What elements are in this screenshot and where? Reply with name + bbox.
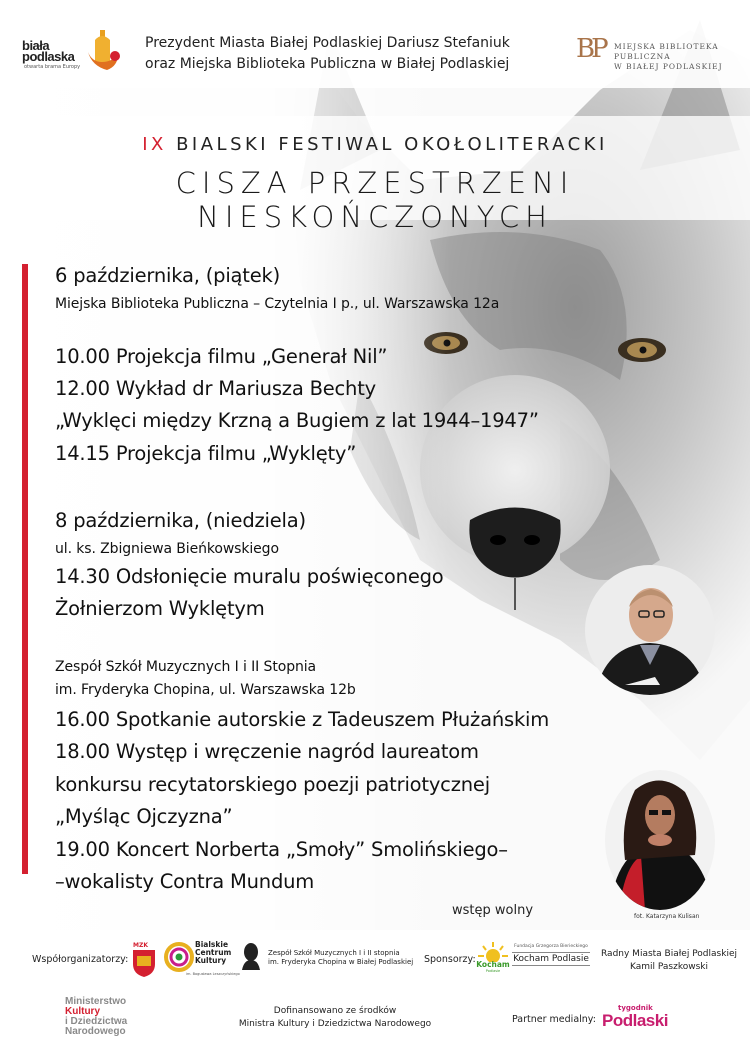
day1-date: 6 października, (piątek) — [55, 264, 281, 287]
day2-date: 8 października, (niedziela) — [55, 509, 306, 532]
fundacja-line-2: Kocham Podlasie — [513, 954, 589, 964]
bck-spiral-icon — [164, 940, 194, 974]
header-bar — [0, 0, 750, 88]
ministry-logo — [65, 997, 155, 1047]
festival-name: BIALSKI FESTIWAL OKOŁOLITERACKI — [176, 134, 608, 155]
councillor-line-1: Radny Miasta Białej Podlaskiej — [601, 949, 737, 959]
festival-edition: IX — [142, 134, 167, 155]
funding-line-1: Dofinansowano ze środków — [273, 1006, 397, 1016]
ministry-line-4: Narodowego — [65, 1026, 126, 1037]
bck-subtitle: im. Bogusława Leszczyńskiego — [186, 972, 240, 976]
library-logo-text — [614, 42, 746, 72]
library-monogram: BP — [576, 34, 605, 64]
councillor-credit — [594, 948, 744, 974]
day1-item-4: 14.15 Projekcja filmu „Wyklęty” — [55, 442, 357, 465]
day2-item2-6: –wokalisty Contra Mundum — [55, 870, 315, 893]
day1-item-3: „Wyklęci między Krzną a Bugiem z lat 1944–1947” — [55, 409, 539, 432]
day2-item2-1: 16.00 Spotkanie autorskie z Tadeuszem Płużańskim — [55, 708, 550, 731]
musician-portrait — [605, 770, 715, 910]
day2-item-2: Żołnierzom Wyklętym — [55, 597, 265, 620]
mzk-logo-text: MZK — [133, 942, 148, 949]
festival-title: CISZA PRZESTRZENI NIESKOŃCZONYCH — [175, 166, 575, 234]
day2-place2-line-1: Zespół Szkół Muzycznych I i II Stopnia — [55, 659, 317, 675]
bck-logo-text — [195, 941, 231, 965]
bck-line-1: Bialskie — [195, 940, 229, 949]
organizers-text — [145, 33, 510, 75]
day2-item2-5: 19.00 Koncert Norberta „Smoły” Smolińskiego– — [55, 838, 508, 861]
author-portrait — [585, 565, 715, 695]
fundacja-logo — [512, 944, 590, 966]
zsm-logo — [240, 942, 415, 974]
day1-place: Miejska Biblioteka Publiczna – Czytelnia I p., ul. Warszawska 12a — [55, 296, 500, 312]
funding-note — [220, 1005, 450, 1031]
city-logo-text: biała podlaska — [22, 38, 75, 64]
library-logo-line-1: MIEJSKA BIBLIOTEKA PUBLICZNA — [614, 42, 719, 61]
day1-item-2: 12.00 Wykład dr Mariusza Bechty — [55, 377, 377, 400]
funding-line-2: Ministra Kultury i Dziedzictwa Narodowego — [238, 1019, 432, 1029]
red-white-stripe — [14, 264, 28, 874]
kocham-podlasie-logo — [476, 942, 510, 976]
organizer-line-1: Prezydent Miasta Białej Podlaskiej Dariusz Stefaniuk — [145, 35, 510, 51]
tygodnik-big-text: Podlaski — [602, 1011, 668, 1030]
zsm-line-1: Zespół Szkół Muzycznych I i II stopnia — [268, 949, 400, 957]
ministry-line-2: Kultury — [65, 1006, 100, 1017]
sun-icon — [476, 942, 510, 962]
day2-item2-3: konkursu recytatorskiego poezji patriotycznej — [55, 773, 490, 796]
library-logo — [576, 34, 746, 70]
bck-line-3: Kultury — [195, 956, 227, 965]
ministry-line-1: Ministerstwo — [65, 996, 127, 1007]
mzk-logo — [131, 942, 157, 978]
ministry-line-3: i Dziedzictwa — [65, 1016, 128, 1027]
kocham-logo-sub: Podlasie — [485, 969, 501, 973]
bck-logo — [164, 938, 240, 982]
fundacja-line-1: Fundacja Grzegorza Bierieckiego — [514, 944, 588, 949]
organizer-line-2: oraz Miejska Biblioteka Publiczna w Białej Podlaskiej — [145, 56, 510, 72]
bck-line-2: Centrum — [195, 948, 232, 957]
councillor-line-2: Kamil Paszkowski — [630, 962, 708, 972]
city-logo-subtitle: otwarta brama Europy — [24, 64, 81, 70]
day2-item2-4: „Myśląc Ojczyzna” — [55, 805, 233, 828]
day2-place2-line-2: im. Fryderyka Chopina, ul. Warszawska 12b — [55, 682, 356, 698]
day1-item-1: 10.00 Projekcja filmu „Generał Nil” — [55, 345, 388, 368]
coorganizers-label: Współorganizatorzy: — [32, 954, 129, 965]
tygodnik-small-text: tygodnik — [618, 1004, 653, 1012]
author-photo — [585, 565, 715, 695]
tygodnik-podlaski-logo — [602, 1004, 692, 1036]
city-logo — [22, 26, 122, 76]
day2-place: ul. ks. Zbigniewa Bieńkowskiego — [55, 541, 279, 557]
zsm-logo-text — [268, 949, 413, 967]
kocham-logo-text: Kocham — [476, 960, 510, 969]
library-logo-line-2: W BIAŁEJ PODLASKIEJ — [614, 62, 723, 71]
free-entry-note: wstęp wolny — [452, 903, 534, 918]
musician-photo — [605, 770, 715, 910]
footer — [0, 930, 750, 1058]
day2-item-1: 14.30 Odsłonięcie muralu poświęconego — [55, 565, 444, 588]
zsm-line-2: im. Fryderyka Chopina w Białej Podlaskiej — [268, 958, 414, 966]
photo-credit: fot. Katarzyna Kulisan — [634, 913, 700, 920]
chopin-silhouette-icon — [240, 942, 262, 970]
media-partner-label: Partner medialny: — [512, 1014, 596, 1025]
day2-item2-2: 18.00 Występ i wręczenie nagród laureatom — [55, 740, 479, 763]
festival-subtitle — [0, 134, 750, 155]
sponsors-label: Sponsorzy: — [424, 954, 476, 965]
